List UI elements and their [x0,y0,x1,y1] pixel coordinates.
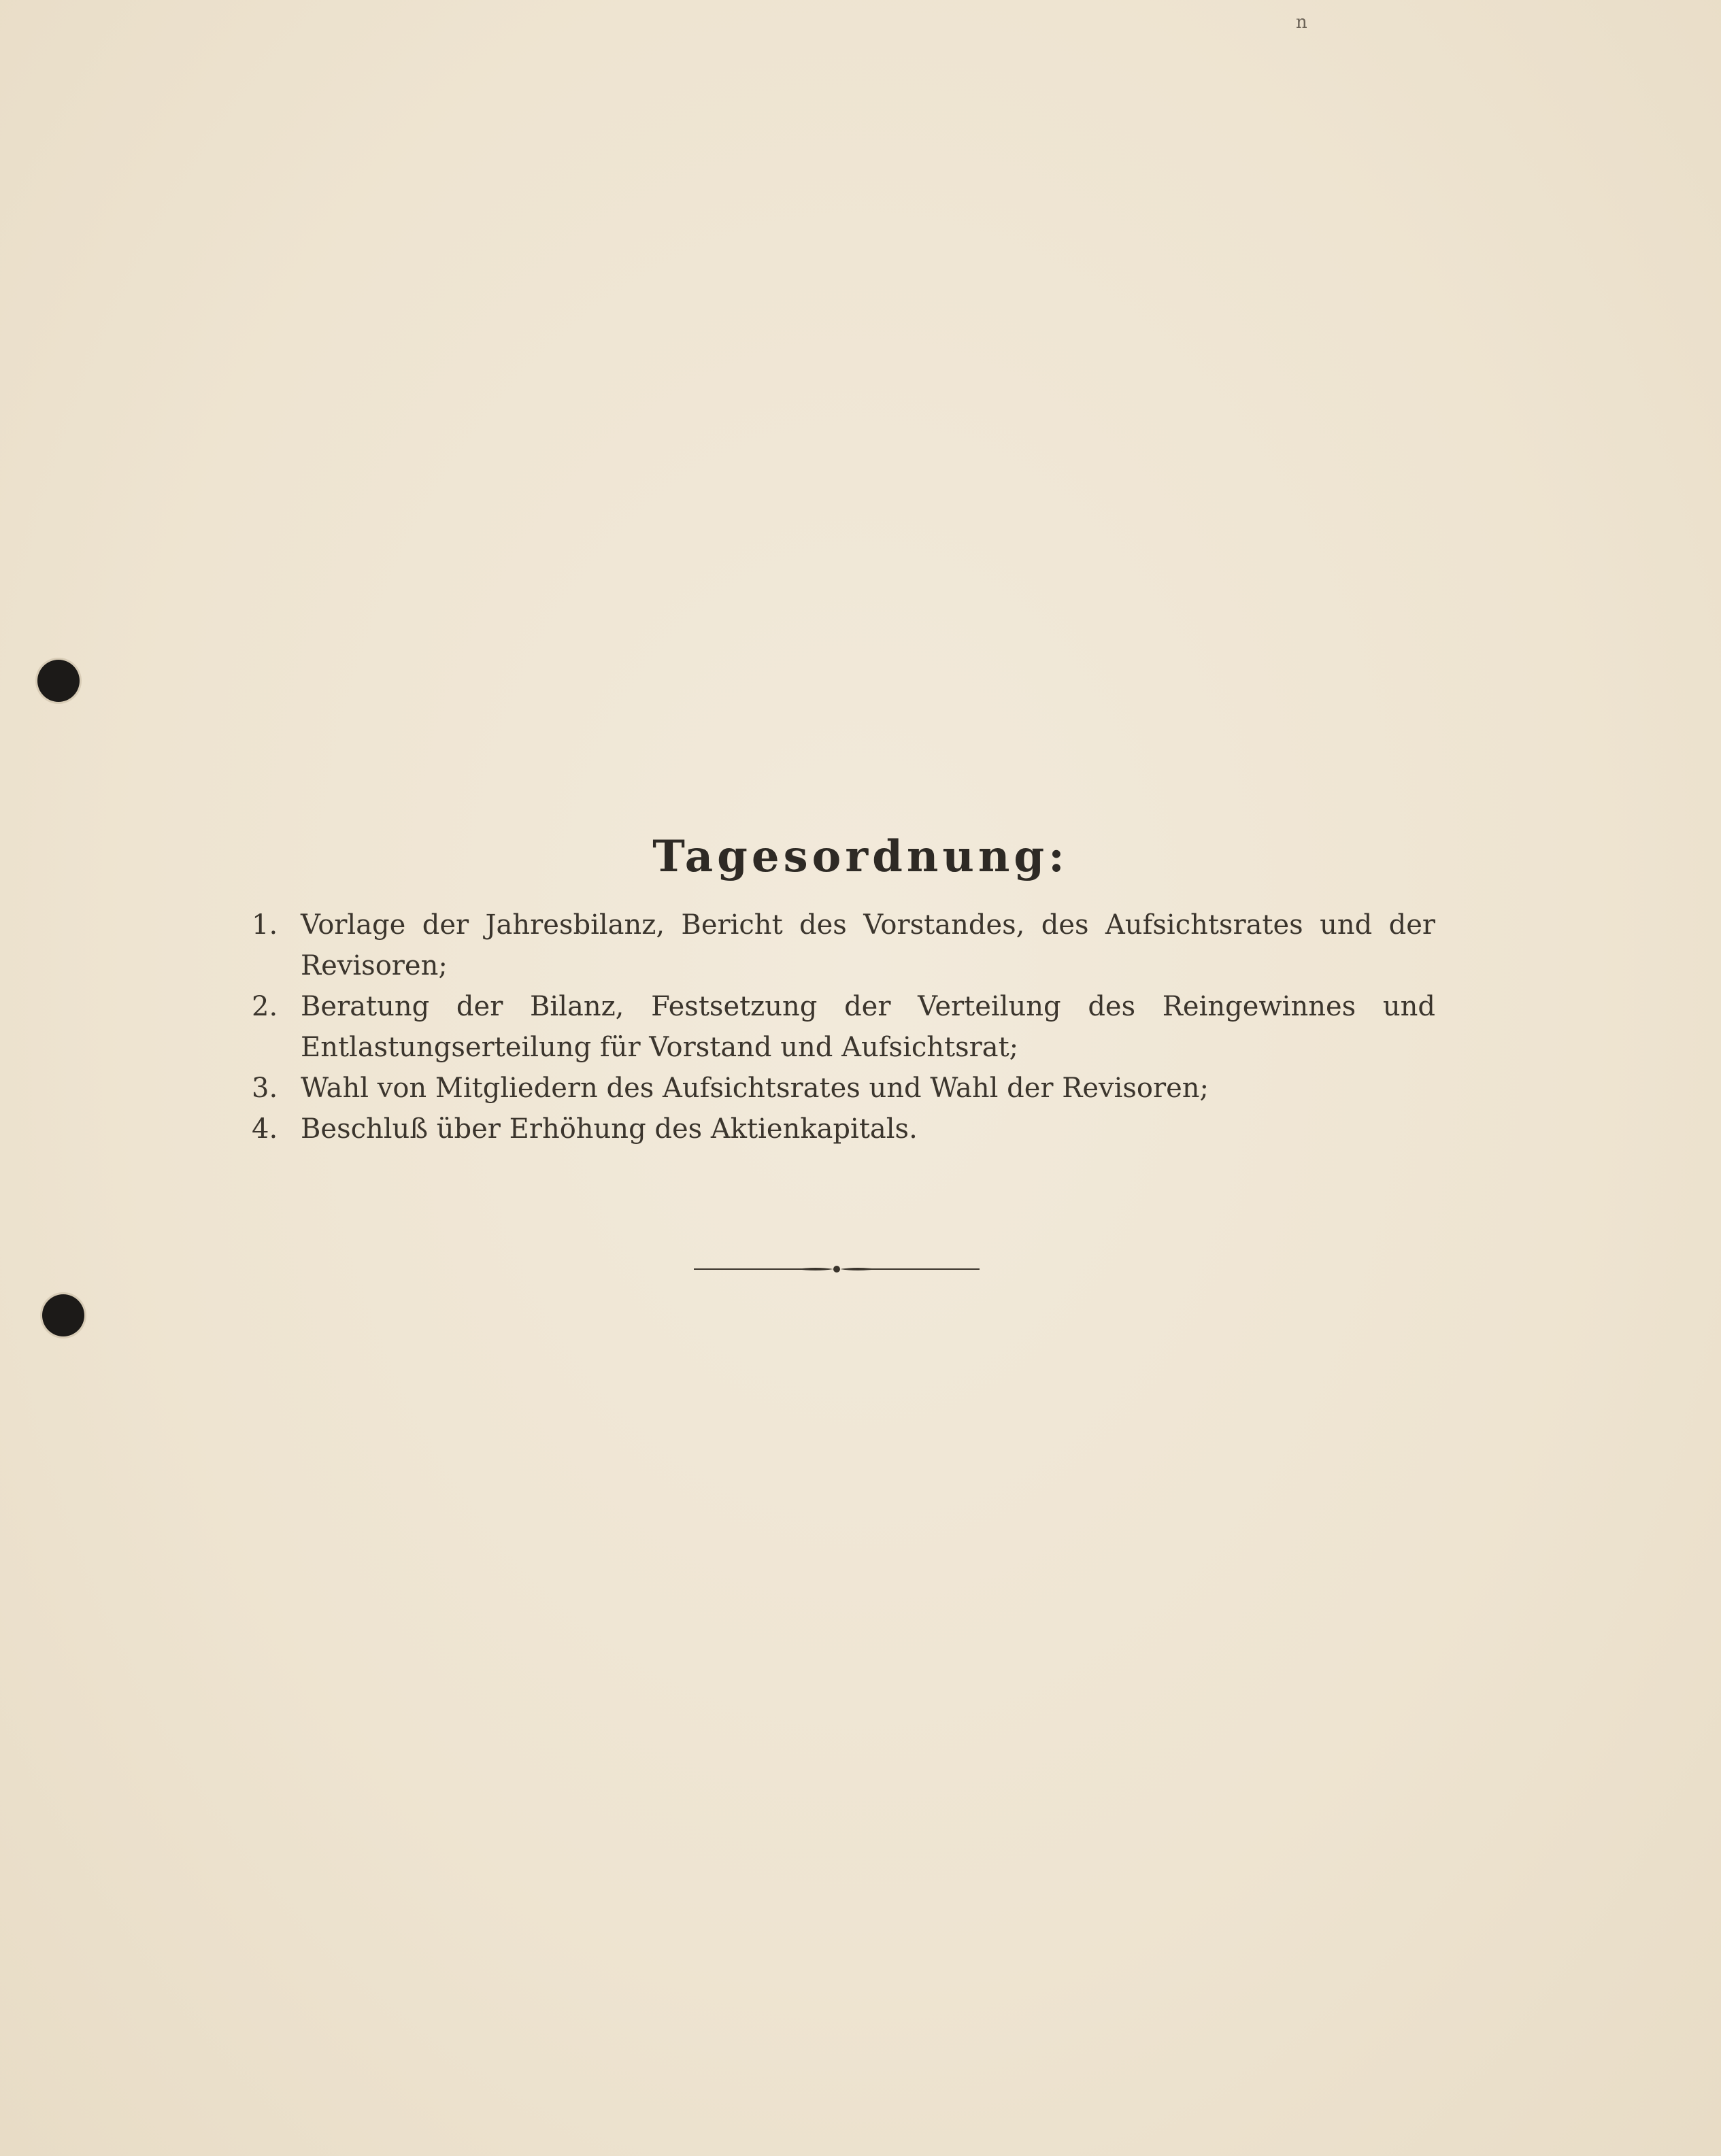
agenda-item-3 [252,1068,1435,1109]
agenda-title: Tagesordnung: [652,831,1069,882]
ornamental-divider [694,1265,980,1273]
agenda-item-number: 4. [252,1113,278,1145]
agenda-item-number: 3. [252,1073,278,1104]
agenda-item-text: Beratung der Bilanz, Festsetzung der Verteilung des Reingewinnes und Entlastungserteilung für Vorstand und Aufsichtsrat; [301,991,1435,1063]
agenda-item-number: 2. [252,991,278,1022]
agenda-item-1 [252,905,1435,986]
agenda-list [252,905,1435,1149]
agenda-item-2 [252,986,1435,1068]
agenda-item-text: Beschluß über Erhöhung des Aktienkapitals. [301,1113,918,1145]
agenda-item-number: 1. [252,909,278,941]
agenda-item-text: Wahl von Mitgliedern des Aufsichtsrates und Wahl der Revisoren; [301,1073,1209,1104]
agenda-item-text: Vorlage der Jahresbilanz, Bericht des Vorstandes, des Aufsichtsrates und der Revisoren; [301,909,1435,981]
agenda-item-4 [252,1109,1435,1149]
punch-hole-bottom [42,1294,84,1336]
punch-hole-top [37,660,80,702]
corner-mark: n [1296,12,1307,33]
